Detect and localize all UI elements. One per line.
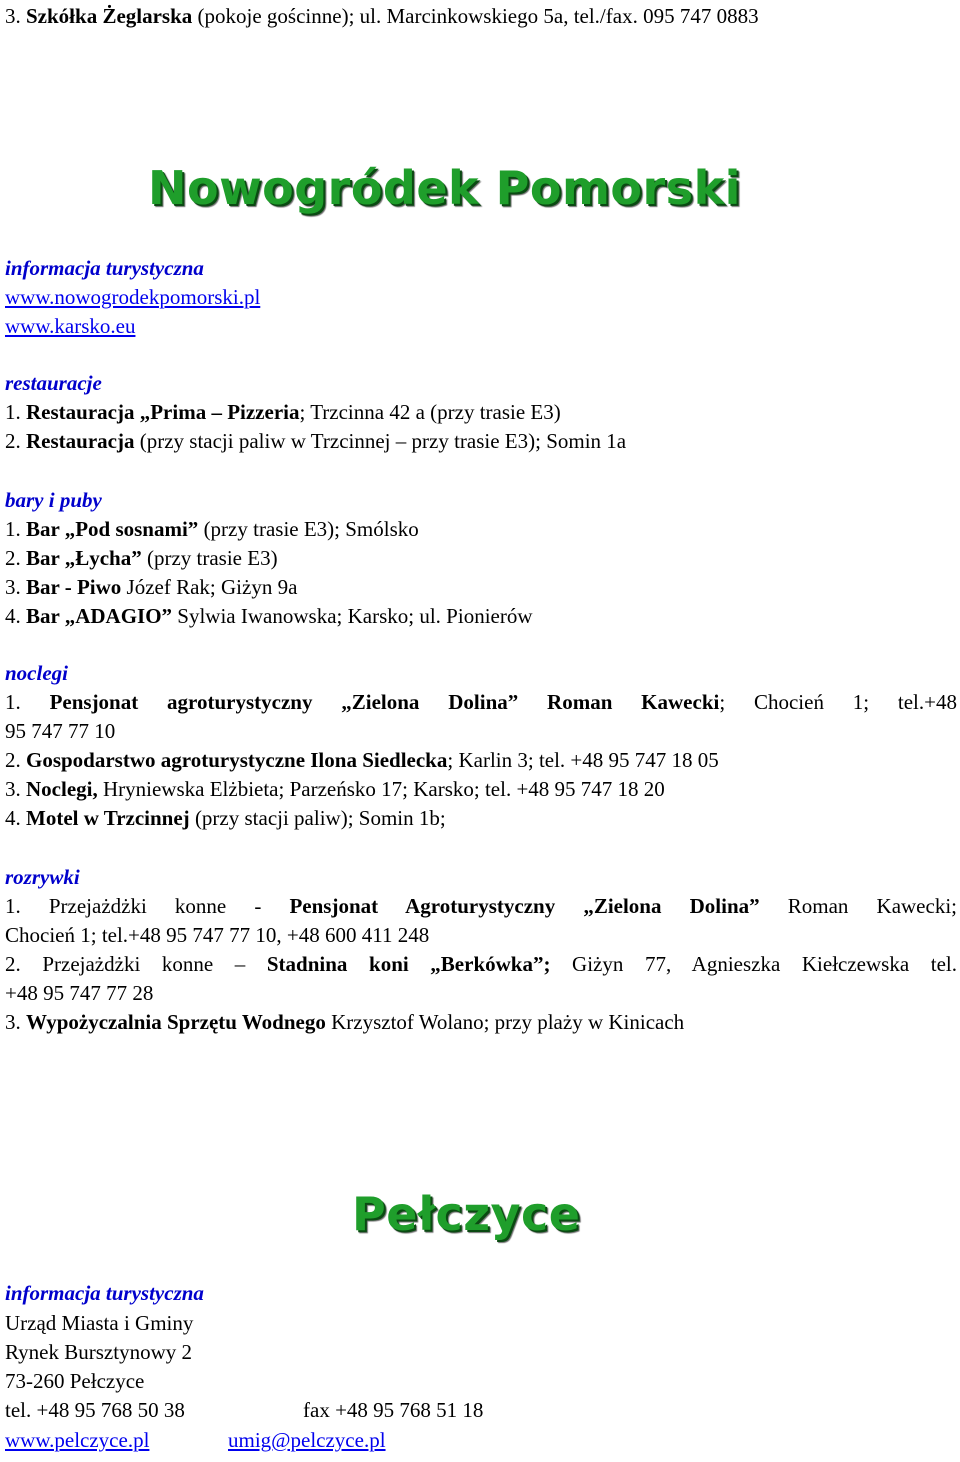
item-prefix: 2. Przejażdżki konne – — [5, 952, 267, 976]
top-line — [5, 2, 759, 31]
item-details: Sylwia Iwanowska; Karsko; ul. Pionierów — [172, 604, 533, 628]
restaurants-heading: restauracje — [5, 371, 102, 395]
item-name: Gospodarstwo agroturystyczne Ilona Siedlecka — [26, 748, 448, 772]
list-item-continuation: 95 747 77 10 — [5, 719, 116, 743]
list-item — [5, 688, 957, 717]
address-line: 73-260 Pełczyce — [5, 1369, 145, 1393]
entertainment-heading: rozrywki — [5, 865, 80, 889]
list-item — [5, 775, 665, 804]
section-title-nowogrodek: Nowogródek Pomorski — [148, 161, 741, 215]
list-item — [5, 515, 419, 544]
link-nowogrodekpomorski[interactable]: www.nowogrodekpomorski.pl — [5, 285, 261, 309]
item-details: (przy stacji paliw w Trzcinnej – przy trasie E3); Somin 1a — [134, 429, 627, 453]
item-name: Bar „Pod sosnami” — [26, 517, 199, 541]
fax-number: fax +48 95 768 51 18 — [303, 1398, 484, 1422]
item-details: Giżyn 77, Agnieszka Kiełczewska tel. — [550, 952, 957, 976]
item-details: Krzysztof Wolano; przy plaży w Kinicach — [325, 1010, 685, 1034]
item-name: Bar „Łycha” — [26, 546, 142, 570]
address-line: Rynek Bursztynowy 2 — [5, 1340, 192, 1364]
item-name: Stadnina koni „Berkówka”; — [266, 952, 551, 976]
info-heading: informacja turystyczna — [5, 256, 204, 280]
link-karsko[interactable]: www.karsko.eu — [5, 314, 136, 338]
list-item — [5, 892, 957, 921]
link-pelczyce[interactable]: www.pelczyce.pl — [5, 1428, 150, 1452]
list-item — [5, 602, 533, 631]
item-name: Noclegi, — [26, 777, 98, 801]
list-item — [5, 1008, 684, 1037]
info-heading-pelczyce: informacja turystyczna — [5, 1281, 204, 1305]
list-item — [5, 544, 278, 573]
list-item-continuation: +48 95 747 77 28 — [5, 981, 154, 1005]
item-details: (przy trasie E3) — [141, 546, 278, 570]
list-item — [5, 746, 719, 775]
phone-number: tel. +48 95 768 50 38 — [5, 1398, 185, 1422]
item-number: 3. — [5, 777, 26, 801]
item-details: ; Trzcinna 42 a (przy trasie E3) — [299, 400, 561, 424]
item-name: Pensjonat agroturystyczny „Zielona Dolina” Roman Kawecki — [49, 690, 720, 714]
item-name: Bar „ADAGIO” — [26, 604, 173, 628]
bars-heading: bary i puby — [5, 488, 102, 512]
item-details: Roman Kawecki; — [759, 894, 957, 918]
item-name: Wypożyczalnia Sprzętu Wodnego — [26, 1010, 326, 1034]
top-line-number: 3. — [5, 4, 26, 28]
item-name: Pensjonat Agroturystyczny „Zielona Dolina” — [289, 894, 760, 918]
item-number: 2. — [5, 748, 26, 772]
item-name: Restauracja — [26, 429, 135, 453]
list-item — [5, 950, 957, 979]
list-item — [5, 573, 297, 602]
email-link[interactable]: umig@pelczyce.pl — [228, 1428, 386, 1452]
top-line-details: (pokoje gościnne); ul. Marcinkowskiego 5a, tel./fax. 095 747 0883 — [192, 4, 759, 28]
item-number: 3. — [5, 575, 26, 599]
list-item — [5, 804, 446, 833]
item-number: 2. — [5, 546, 26, 570]
item-name: Motel w Trzcinnej — [26, 806, 190, 830]
item-details: (przy trasie E3); Smólsko — [198, 517, 419, 541]
item-name: Restauracja „Prima – Pizzeria — [26, 400, 300, 424]
section-title-pelczyce: Pełczyce — [352, 1187, 581, 1241]
item-prefix: 1. Przejażdżki konne - — [5, 894, 290, 918]
item-number: 4. — [5, 806, 26, 830]
item-number: 4. — [5, 604, 26, 628]
list-item — [5, 427, 626, 456]
item-number: 2. — [5, 429, 26, 453]
list-item — [5, 398, 561, 427]
item-details: (przy stacji paliw); Somin 1b; — [189, 806, 446, 830]
list-item-continuation: Chocień 1; tel.+48 95 747 77 10, +48 600 411 248 — [5, 923, 430, 947]
item-number: 1. — [5, 690, 50, 714]
item-details: ; Karlin 3; tel. +48 95 747 18 05 — [447, 748, 719, 772]
lodging-heading: noclegi — [5, 661, 68, 685]
item-details: ; Chocień 1; tel.+48 — [719, 690, 957, 714]
item-number: 3. — [5, 1010, 26, 1034]
item-number: 1. — [5, 400, 26, 424]
address-line: Urząd Miasta i Gminy — [5, 1311, 194, 1335]
item-name: Bar - Piwo — [26, 575, 122, 599]
top-line-name: Szkółka Żeglarska — [26, 4, 193, 28]
item-number: 1. — [5, 517, 26, 541]
item-details: Józef Rak; Giżyn 9a — [121, 575, 298, 599]
item-details: Hryniewska Elżbieta; Parzeńsko 17; Karsko; tel. +48 95 747 18 20 — [97, 777, 665, 801]
